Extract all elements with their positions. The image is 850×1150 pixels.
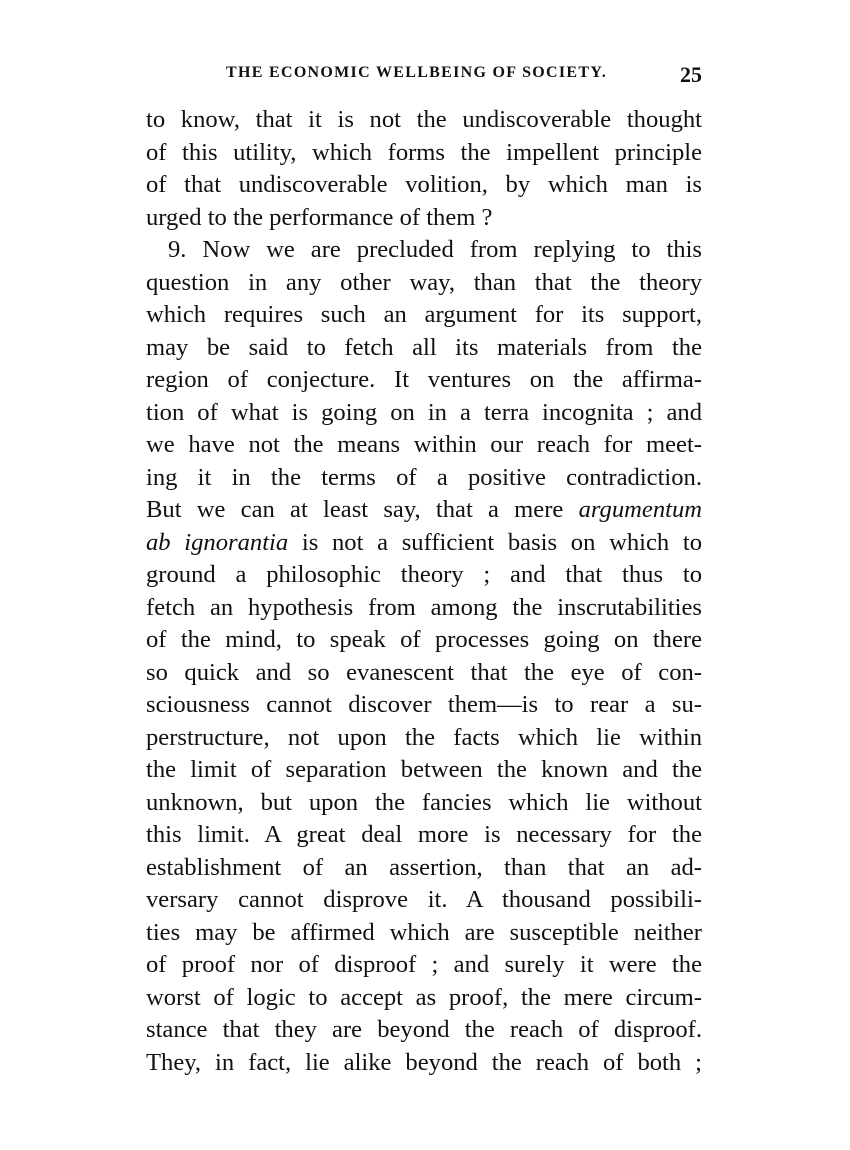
text-line: question in any other way, than that the theory [146, 268, 702, 296]
text-line: ties may be affirmed which are susceptible neither [146, 918, 702, 946]
text-line: unknown, but upon the fancies which lie without [146, 788, 702, 816]
body-text [146, 104, 702, 1079]
text-line: worst of logic to accept as proof, the mere circum- [146, 983, 702, 1011]
text-line: versary cannot disprove it. A thousand possibili- [146, 886, 702, 913]
text-line: They, in fact, lie alike beyond the reach of both ; [146, 1048, 702, 1076]
text-line: fetch an hypothesis from among the inscrutabilities [146, 593, 702, 621]
text-line: this limit. A great deal more is necessary for the [146, 821, 702, 848]
text-line: urged to the performance of them ? [146, 203, 493, 231]
text-segment: is not a sufficient basis on which to [301, 528, 702, 556]
text-line: of the mind, to speak of processes going on there [146, 626, 702, 653]
text-line: stance that they are beyond the reach of disproof. [146, 1016, 702, 1043]
text-line: so quick and so evanescent that the eye of con- [146, 658, 702, 686]
text-line: region of conjecture. It ventures on the affirma- [146, 366, 702, 393]
text-line: the limit of separation between the known and the [146, 756, 702, 783]
text-line: of that undiscoverable volition, by which man is [146, 171, 702, 198]
italic-phrase: ab ignorantia [146, 528, 289, 556]
text-line: to know, that it is not the undiscoverable thought [146, 106, 702, 133]
text-line: we have not the means within our reach for meet- [146, 431, 702, 458]
text-line: of this utility, which forms the impellent principle [146, 138, 702, 166]
paragraph-start-line: 9. Now we are precluded from replying to this [168, 236, 702, 263]
page-number: 25 [680, 62, 702, 87]
running-header [146, 60, 706, 90]
text-line: tion of what is going on in a terra incognita ; and [146, 398, 702, 426]
text-segment: But we can at least say, that a mere [146, 496, 564, 523]
text-line-with-italic [146, 527, 702, 560]
text-line: ing it in the terms of a positive contradiction. [146, 463, 702, 491]
text-line: which requires such an argument for its support, [146, 301, 702, 328]
text-line: may be said to fetch all its materials from the [146, 333, 702, 361]
text-line: ground a philosophic theory ; and that thus to [146, 561, 702, 588]
running-header-title: THE ECONOMIC WELLBEING OF SOCIETY. [226, 64, 608, 81]
text-line: perstructure, not upon the facts which lie within [146, 723, 702, 751]
text-line: of proof nor of disproof ; and surely it were the [146, 951, 702, 978]
text-line: establishment of an assertion, than that an ad- [146, 853, 702, 881]
italic-phrase: argumentum [578, 496, 702, 523]
text-line: sciousness cannot discover them—is to rear a su- [146, 691, 702, 718]
text-line-with-italic [146, 494, 702, 527]
